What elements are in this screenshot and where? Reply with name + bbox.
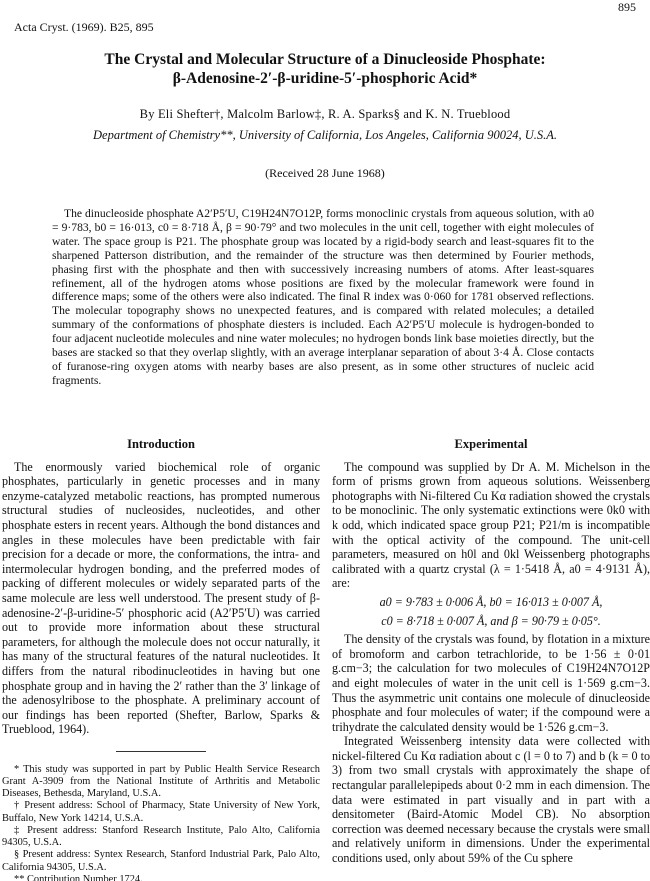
experimental-heading: Experimental [454,437,528,451]
footnote-funding: * This study was supported in part by Public Health Service Research Grant A-3909 from the National Institute of Arthritis and Metabolic Diseases, Bethesda, Maryland, U.S.A. [2,763,320,800]
abstract: The dinucleoside phosphate A2′P5′U, C19H24N7O12P, forms monoclinic crystals from aqueous solution, with a0 = 9·783, b0 = 16·013, c0 = 8·718 Å, β = 90·79° and two molecules in the unit cell, together with eight molecules of water. The space group is P21. The phosphate group was located by a rigid-body search and least-squares fit to the sharpened Patterson distribution, and the remainder of the structure was then determined by Fourier methods, phasing first with the phosphate and then with successively increasing numbers of atoms. After least-squares refinement, all of the hydrogen atoms whose positions are fixed by the molecular framework were found in difference maps; some of the others were also indicated. The final R index was 0·060 for 1781 observed reflections. The molecular topography shows no unexpected features, and is compared with related molecules; a detailed summary of the conformations of phosphate diesters is included. Each A2′P5′U molecule is hydrogen-bonded to four adjacent nucleotide molecules and nine water molecules; no hydrogen bonds link base moieties directly, but the bases are stacked so that they overlap slightly, with an average interplanar separation of about 3·4 Å. Close contacts of furanose-ring oxygen atoms with nearby bases are also present, as in some other structures of nucleic acid fragments. [52,207,594,387]
received-date: (Received 28 June 1968) [265,166,385,180]
cell-parameters-eq-1: a0 = 9·783 ± 0·006 Å, b0 = 16·013 ± 0·007 Å, [379,594,603,609]
page-number: 895 [618,0,636,14]
experimental-para-2: The density of the crystals was found, by flotation in a mixture of bromoform and carbon tetrachloride, to be 1·56 ± 0·01 g.cm−3; the calculation for two molecules of C19H24N7O12P and eight molecules of water in the unit cell is 1·569 g.cm−3. Thus the asymmetric unit contains one molecule of dinucleoside phosphate and four molecules of water; if the compound were a trihydrate the calculated density would be 1·526 g.cm−3. [332,632,650,734]
introduction-heading: Introduction [127,437,195,451]
footnotes [2,764,320,881]
experimental-para-1: The compound was supplied by Dr A. M. Michelson in the form of prisms grown from aqueous solutions. Weissenberg photographs with Ni-filtered Cu Kα radiation showed the crystals to be monoclinic. The only systematic extinctions were 0k0 with k odd, which indicated space group P21; P21/m is incompatible with the optical activity of the compound. The unit-cell parameters, measured on h0l and 0kl Weissenberg photographs calibrated with a quartz crystal (λ = 1·5418 Å, a0 = 4·9131 Å), are: [332,459,650,591]
title-line-1: The Crystal and Molecular Structure of a Dinucleoside Phosphate: [104,51,546,68]
experimental-para-3: Integrated Weissenberg intensity data were collected with nickel-filtered Cu Kα radiation about c (l = 0 to 7) and b (k = 0 to 3) from two small crystals with approximately the shape of rectangular parallelepipeds about 0·2 mm in each dimension. The data were estimated in part visually and in part with a densitometer (Baird-Atomic Model CB). No absorption correction was deemed necessary because the crystals were small and relatively uniform in dimensions. Under the experimental conditions used, only about 59% of the Cu sphere [332,734,650,866]
footnote-separator [116,751,206,752]
right-column [332,437,650,866]
title-line-2: β-Adenosine-2′-β-uridine-5′-phosphoric Acid* [172,70,478,87]
cell-parameters-eq-2: c0 = 8·718 ± 0·007 Å, and β = 90·79 ± 0·05°. [381,613,601,628]
author-list: By Eli Shefter†, Malcolm Barlow‡, R. A. Sparks§ and K. N. Trueblood [139,107,511,121]
affiliation: Department of Chemistry**, University of California, Los Angeles, California 90024, U.S.A. [93,128,557,142]
footnote-contribution: ** Contribution Number 1724. [14,873,143,881]
introduction-text: The enormously varied biochemical role of organic phosphates, particularly in genetic processes and in many enzyme-catalyzed metabolic reactions, has prompted numerous structural studies of nucleosides, nucleotides, and other phosphate esters in recent years. Although the bond distances and angles in these molecules have been predictable with fair precision for a decade or more, the conformations, the intra- and intermolecular hydrogen bonding, and the preferred modes of packing of different molecules or widely separated parts of the same molecule are less well understood. The present study of β-adenosine-2′-β-uridine-5′ phosphoric acid (A2′P5′U) was carried out to provide more information about these structural parameters, for although the molecule does not occur naturally, it has many of the structural features of the natural nucleotides. It differs from the natural ribodinucleotides in having but one phosphate group and in having the 2′ rather than the 3′ linkage of the adenosylribose to the phosphate. A preliminary account of our findings has been reported (Shefter, Barlow, Sparks & Trueblood, 1964). [2,459,320,737]
footnote-sparks: § Present address: Syntex Research, Stanford Industrial Park, Palo Alto, California 94305, U.S.A. [2,849,320,873]
footnote-barlow: ‡ Present address: Stanford Research Institute, Palo Alto, California 94305, U.S.A. [2,824,320,849]
left-column [2,437,320,881]
journal-citation: Acta Cryst. (1969). B25, 895 [14,20,154,34]
paper-title [0,50,650,88]
footnote-shefter: † Present address: School of Pharmacy, State University of New York, Buffalo, New York 14214, U.S.A. [2,800,320,824]
